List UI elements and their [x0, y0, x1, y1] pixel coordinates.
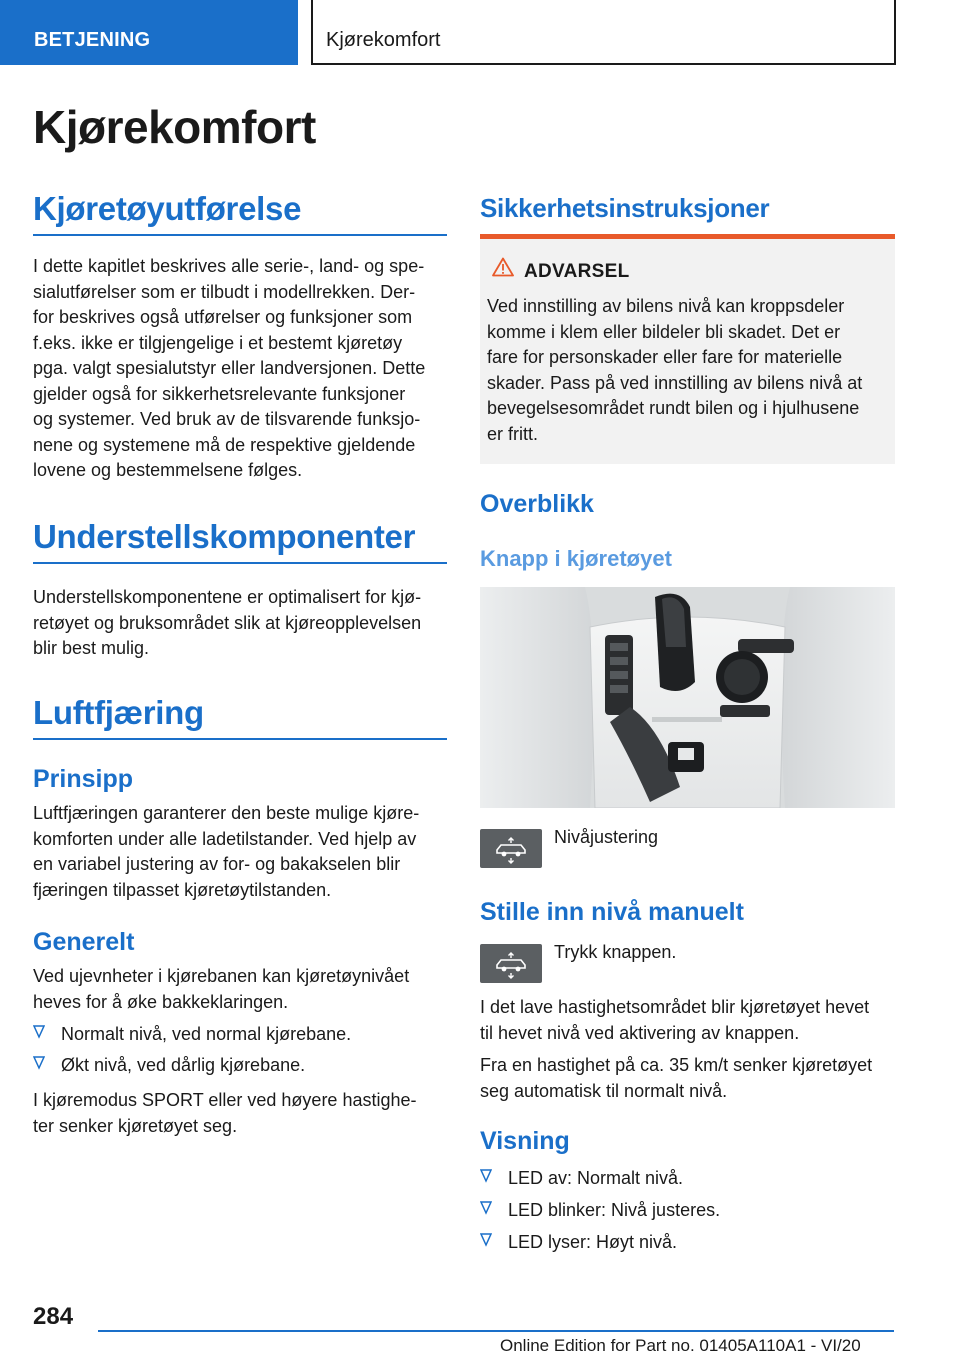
text-line: gjelder også for sikkerhetsrelevante funksjoner — [33, 383, 406, 404]
list-item-text: LED av: Normalt nivå. — [508, 1168, 684, 1188]
warning-triangle-icon — [492, 257, 514, 277]
level-adjust-button-icon — [480, 829, 542, 868]
heading-stille-inn-niva: Stille inn nivå manuelt — [480, 898, 744, 926]
list-item-text: LED lyser: Høyt nivå. — [508, 1232, 678, 1252]
text-line: nene og systemene må de respektive gjeldende — [33, 434, 416, 455]
section-tab: BETJENING — [0, 0, 298, 65]
bullet-triangle-icon — [480, 1169, 492, 1183]
text-line: komforten under alle ladetilstander. Ved hjelp av — [33, 828, 417, 849]
text-line: Fra en hastighet på ca. 35 km/t senker kjøretøyet — [480, 1055, 873, 1075]
text-line: lovene og bestemmelsene følges. — [33, 460, 303, 480]
text-line: og systemer. Ved bruk av de tilsvarende funksjo- — [33, 409, 421, 429]
text-line: Luftfjæringen garanterer den beste mulige kjøre- — [33, 803, 420, 823]
bullet-triangle-icon — [33, 1025, 45, 1039]
text-line: komme i klem eller bildeler bli skadet. Det er — [487, 321, 841, 342]
edition-text: Online Edition for Part no. 01405A110A1 - VI/20 — [500, 1336, 861, 1355]
text-line: seg automatisk til normalt nivå. — [480, 1080, 728, 1101]
text-line: skader. Pass på ved innstilling av bilens nivå at — [487, 372, 863, 393]
list-item — [480, 1198, 895, 1223]
bullet-triangle-icon — [480, 1233, 492, 1247]
page-number: 284 — [33, 1303, 74, 1330]
text-line: blir best mulig. — [33, 638, 150, 658]
heading-kjoretoyutforelse: Kjøretøyutførelse — [33, 190, 447, 236]
heading-visning: Visning — [480, 1127, 570, 1155]
heading-sikkerhetsinstruksjoner: Sikkerhetsinstruksjoner — [480, 193, 770, 223]
text-line: sialutførelser som er tilbudt i modellrekken. Der- — [33, 281, 416, 302]
text-line: til hevet nivå ved aktivering av knappen. — [480, 1022, 800, 1043]
warning-title: ADVARSEL — [524, 261, 630, 282]
footer-rule — [98, 1330, 894, 1332]
heading-overblikk: Overblikk — [480, 490, 594, 518]
instruction-text: Trykk knappen. — [554, 942, 677, 962]
list-item — [480, 1230, 895, 1255]
center-console-illustration — [480, 587, 895, 808]
text-line: f.eks. ikke er tilgjengelige i et bestemt kjøretøy — [33, 332, 403, 353]
text-line: bevegelsesområdet rundt bilen og i hjulhusene — [487, 398, 860, 418]
text-line: for beskrives også utførelser og funksjoner som — [33, 307, 413, 327]
text-line: Understellskomponentene er optimalisert for kjø- — [33, 587, 422, 607]
level-adjust-button-icon — [480, 944, 542, 983]
text-line: retøyet og bruksområdet slik at kjøreopplevelsen — [33, 612, 422, 633]
list-item — [33, 1053, 447, 1078]
text-line: heves for å øke bakkeklaringen. — [33, 991, 289, 1012]
text-line: fjæringen tilpasset kjøretøytilstanden. — [33, 879, 332, 900]
text-line: ter senker kjøretøyet seg. — [33, 1115, 238, 1136]
heading-understellskomponenter: Understellskomponenter — [33, 518, 447, 564]
text-line: er fritt. — [487, 423, 539, 444]
text-line: I kjøremodus SPORT eller ved høyere hastighe- — [33, 1090, 417, 1110]
heading-luftfjaering: Luftfjæring — [33, 694, 447, 740]
topic-header: Kjørekomfort — [311, 0, 896, 65]
heading-knapp-i-kjoretoyet: Knapp i kjøretøyet — [480, 546, 672, 571]
list-item-text: Normalt nivå, ved normal kjørebane. — [61, 1024, 352, 1044]
bullet-triangle-icon — [480, 1201, 492, 1215]
list-item-text: LED blinker: Nivå justeres. — [508, 1200, 721, 1220]
button-label: Nivåjustering — [554, 827, 659, 847]
text-line: en variabel justering av for- og bakakselen blir — [33, 854, 401, 874]
bullet-triangle-icon — [33, 1056, 45, 1070]
text-line: Ved ujevnheter i kjørebanen kan kjøretøynivået — [33, 966, 410, 986]
list-item — [480, 1166, 895, 1191]
text-line: I det lave hastighetsområdet blir kjøretøyet hevet — [480, 997, 870, 1017]
text-line: fare for personskader eller fare for materielle — [487, 347, 843, 367]
text-line: pga. valgt spesialutstyr eller landversjonen. Dette — [33, 358, 426, 378]
text-line: Ved innstilling av bilens nivå kan kroppsdeler — [487, 296, 845, 316]
heading-prinsipp: Prinsipp — [33, 765, 134, 793]
warning-box — [480, 239, 895, 464]
list-item — [33, 1022, 447, 1047]
page-title: Kjørekomfort — [33, 101, 316, 153]
center-console-image — [480, 587, 895, 808]
text-line: I dette kapitlet beskrives alle serie-, land- og spe- — [33, 256, 425, 276]
list-item-text: Økt nivå, ved dårlig kjørebane. — [61, 1055, 306, 1075]
heading-generelt: Generelt — [33, 928, 135, 956]
